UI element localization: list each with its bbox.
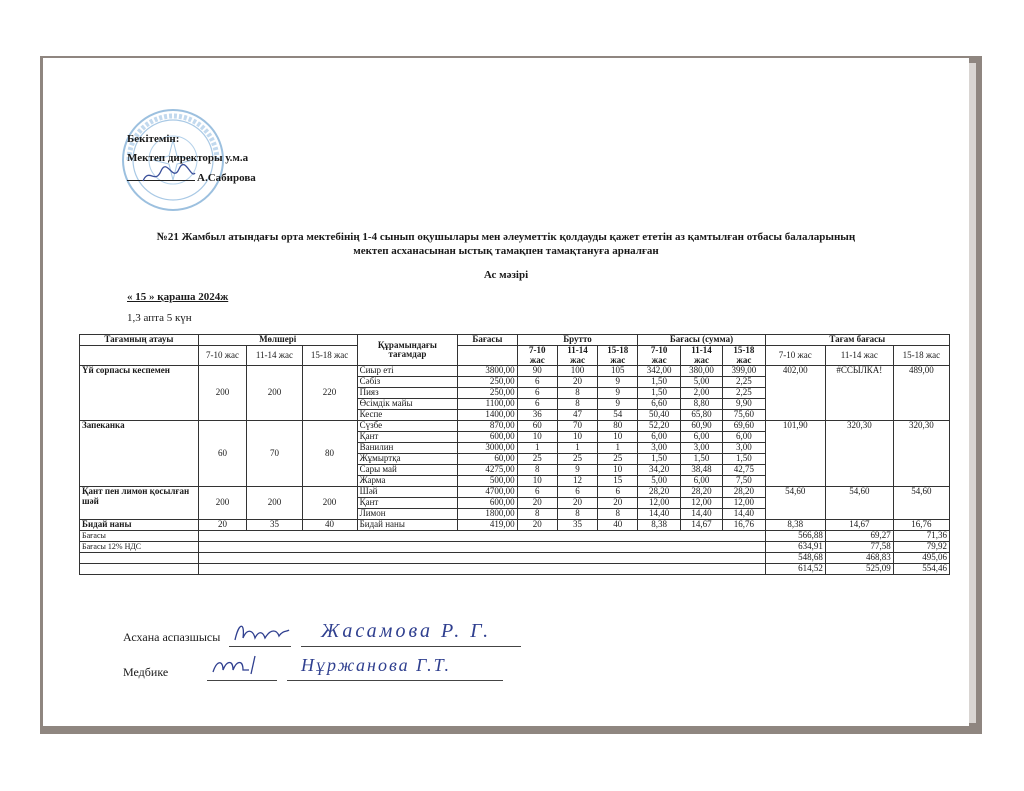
ingredient-price: 419,00 [458, 520, 517, 531]
dish-quantity: 80 [302, 421, 357, 487]
dish-name: Запеканка [80, 421, 199, 487]
brutto-value: 80 [598, 421, 638, 432]
totals-spacer [198, 553, 765, 564]
table-row [80, 366, 950, 377]
menu-heading: Ас мәзірі [483, 269, 529, 281]
header-qty-age-a: 7-10 жас [198, 346, 247, 366]
brutto-value: 10 [598, 432, 638, 443]
age-range: 11-14 [691, 345, 712, 355]
ingredient-name: Жұмыртқа [357, 454, 458, 465]
ingredient-price: 3800,00 [458, 366, 517, 377]
sum-value: 6,60 [638, 399, 680, 410]
nurse-label: Медбике [123, 665, 169, 679]
ingredient-name: Қант [357, 498, 458, 509]
brutto-value: 8 [517, 509, 557, 520]
nurse-handwritten-name: Нұржанова Г.Т. [301, 655, 451, 675]
sum-value: 342,00 [638, 366, 680, 377]
sum-value: 28,20 [680, 487, 722, 498]
brutto-value: 100 [557, 366, 597, 377]
ingredient-price: 500,00 [458, 476, 517, 487]
ingredient-price: 600,00 [458, 498, 517, 509]
totals-value: 69,27 [825, 531, 893, 542]
cook-label: Асхана аспазшысы [123, 630, 221, 644]
brutto-value: 6 [517, 399, 557, 410]
dish-price-value: 402,00 [765, 366, 825, 421]
sum-value: 380,00 [680, 366, 722, 377]
table-row [80, 487, 950, 498]
ingredient-name: Шәй [357, 487, 458, 498]
director-signature-scribble [139, 163, 199, 187]
totals-value: 79,92 [893, 542, 949, 553]
ingredient-name: Өсімдік майы [357, 399, 458, 410]
brutto-value: 20 [517, 498, 557, 509]
totals-value: 495,06 [893, 553, 949, 564]
sum-value: 3,00 [638, 443, 680, 454]
nurse-signature-scribble [209, 652, 275, 680]
header-ingredients: Құрамындағы тағамдар [357, 335, 458, 366]
sum-value: 7,50 [723, 476, 765, 487]
totals-spacer [198, 542, 765, 553]
brutto-value: 20 [557, 498, 597, 509]
ingredient-name: Сүзбе [357, 421, 458, 432]
brutto-value: 6 [557, 487, 597, 498]
sum-value: 3,00 [680, 443, 722, 454]
sum-value: 6,00 [723, 432, 765, 443]
ingredient-price: 1100,00 [458, 399, 517, 410]
ingredient-price: 600,00 [458, 432, 517, 443]
sum-value: 60,90 [680, 421, 722, 432]
brutto-value: 8 [557, 399, 597, 410]
brutto-value: 8 [557, 388, 597, 399]
totals-label [80, 553, 199, 564]
week-label: 1,3 апта 5 күн [127, 312, 192, 324]
brutto-value: 54 [598, 410, 638, 421]
brutto-value: 40 [598, 520, 638, 531]
ingredient-name: Лимон [357, 509, 458, 520]
header-sum-age-c [723, 346, 765, 366]
header-dish-price: Тағам бағасы [765, 335, 949, 346]
age-suffix: жас [736, 354, 752, 365]
sum-value: 1,50 [638, 377, 680, 388]
header-qty-age-c: 15-18 жас [302, 346, 357, 366]
header-qty-age-b: 11-14 жас [247, 346, 302, 366]
brutto-value: 35 [557, 520, 597, 531]
sum-value: 1,50 [638, 454, 680, 465]
header-price: Бағасы [458, 335, 517, 346]
nurse-signature-line [207, 680, 277, 681]
totals-value: 71,36 [893, 531, 949, 542]
sum-value: 14,67 [680, 520, 722, 531]
dish-quantity: 40 [302, 520, 357, 531]
title-line-1: №21 Жамбыл атындағы орта мектебінің 1-4 сынып оқушылары мен әлеуметтік қолдауды қажет ететін аз қамтылған отбасы балаларының [156, 231, 856, 243]
age-range: 15-18 [607, 345, 629, 355]
ingredient-price: 3000,00 [458, 443, 517, 454]
brutto-value: 6 [517, 388, 557, 399]
totals-value: 525,09 [825, 564, 893, 575]
header-price-sum: Бағасы (сумма) [638, 335, 765, 346]
dish-price-value: 14,67 [825, 520, 893, 531]
sum-value: 12,00 [723, 498, 765, 509]
totals-row [80, 564, 950, 575]
sum-value: 14,40 [638, 509, 680, 520]
sum-value: 9,90 [723, 399, 765, 410]
totals-value: 614,52 [765, 564, 825, 575]
header-dishprice-age-a: 7-10 жас [765, 346, 825, 366]
brutto-value: 36 [517, 410, 557, 421]
brutto-value: 6 [517, 377, 557, 388]
menu-table [79, 334, 950, 575]
header-brutto-age-b [557, 346, 597, 366]
brutto-value: 25 [598, 454, 638, 465]
title-line-2: мектеп асханасынан ыстық тамақпен тамақтануға арналған [353, 245, 659, 257]
ingredient-name: Сары май [357, 465, 458, 476]
sum-value: 1,50 [723, 454, 765, 465]
ingredient-name: Сиыр еті [357, 366, 458, 377]
sum-value: 28,20 [638, 487, 680, 498]
ingredient-price: 60,00 [458, 454, 517, 465]
ingredient-name: Қант [357, 432, 458, 443]
cook-name-line [301, 646, 521, 647]
cook-signature-scribble [231, 618, 293, 648]
sum-value: 50,40 [638, 410, 680, 421]
brutto-value: 9 [557, 465, 597, 476]
totals-row [80, 542, 950, 553]
sum-value: 1,50 [638, 388, 680, 399]
sum-value: 12,00 [638, 498, 680, 509]
brutto-value: 6 [598, 487, 638, 498]
dish-price-value: 320,30 [825, 421, 893, 487]
brutto-value: 60 [517, 421, 557, 432]
brutto-value: 8 [557, 509, 597, 520]
sum-value: 65,80 [680, 410, 722, 421]
totals-value: 634,91 [765, 542, 825, 553]
sum-value: 6,00 [638, 432, 680, 443]
sum-value: 28,20 [723, 487, 765, 498]
totals-value: 566,88 [765, 531, 825, 542]
age-suffix: жас [693, 354, 709, 365]
director-position: Мектеп директоры у.м.а [127, 152, 249, 164]
header-brutto-age-c [598, 346, 638, 366]
totals-label: Бағасы 12% НДС [80, 542, 199, 553]
ingredient-price: 4275,00 [458, 465, 517, 476]
ingredient-name: Сәбіз [357, 377, 458, 388]
sum-value: 5,00 [638, 476, 680, 487]
dish-quantity: 200 [198, 487, 247, 520]
ingredient-name: Жарма [357, 476, 458, 487]
brutto-value: 9 [598, 399, 638, 410]
brutto-value: 10 [598, 465, 638, 476]
sum-value: 12,00 [680, 498, 722, 509]
sum-value: 2,25 [723, 377, 765, 388]
ingredient-price: 250,00 [458, 388, 517, 399]
brutto-value: 25 [517, 454, 557, 465]
dish-quantity: 200 [247, 487, 302, 520]
header-dishprice-age-b: 11-14 жас [825, 346, 893, 366]
sum-value: 69,60 [723, 421, 765, 432]
sum-value: 16,76 [723, 520, 765, 531]
totals-value: 548,68 [765, 553, 825, 564]
dish-price-value: 320,30 [893, 421, 949, 487]
brutto-value: 9 [598, 388, 638, 399]
header-dish: Тағамның атауы [80, 335, 199, 346]
document-sheet [43, 58, 969, 726]
brutto-value: 10 [517, 476, 557, 487]
dish-name: Қант пен лимон қосылған шәй [80, 487, 199, 520]
ingredient-price: 1400,00 [458, 410, 517, 421]
totals-value: 468,83 [825, 553, 893, 564]
brutto-value: 9 [598, 377, 638, 388]
sum-value: 399,00 [723, 366, 765, 377]
sum-value: 8,38 [638, 520, 680, 531]
dish-price-value: #ССЫЛКА! [825, 366, 893, 421]
dish-name: Үй сорпасы кеспемен [80, 366, 199, 421]
cook-handwritten-name: Жасамова Р. Г. [321, 620, 492, 642]
totals-spacer [198, 531, 765, 542]
dish-quantity: 200 [247, 366, 302, 421]
header-dishprice-age-c: 15-18 жас [893, 346, 949, 366]
sum-value: 6,00 [680, 432, 722, 443]
totals-value: 554,46 [893, 564, 949, 575]
sum-value: 2,00 [680, 388, 722, 399]
table-row [80, 520, 950, 531]
ingredient-name: Бидай наны [357, 520, 458, 531]
sum-value: 8,80 [680, 399, 722, 410]
director-name: А.Сабирова [197, 172, 256, 184]
brutto-value: 10 [557, 432, 597, 443]
header-brutto: Брутто [517, 335, 638, 346]
dish-quantity: 200 [198, 366, 247, 421]
ingredient-price: 250,00 [458, 377, 517, 388]
age-suffix: жас [529, 354, 545, 365]
dish-price-value: 489,00 [893, 366, 949, 421]
dish-quantity: 200 [302, 487, 357, 520]
brutto-value: 20 [598, 498, 638, 509]
header-dish-blank [80, 346, 199, 366]
brutto-value: 1 [557, 443, 597, 454]
sum-value: 1,50 [680, 454, 722, 465]
header-brutto-age-a [517, 346, 557, 366]
dish-price-value: 54,60 [825, 487, 893, 520]
document-title [43, 230, 969, 258]
table-row [80, 421, 950, 432]
header-quantity: Мөлшері [198, 335, 357, 346]
sum-value: 42,75 [723, 465, 765, 476]
dish-price-value: 54,60 [765, 487, 825, 520]
dish-price-value: 54,60 [893, 487, 949, 520]
dish-quantity: 35 [247, 520, 302, 531]
age-suffix: жас [569, 354, 585, 365]
dish-price-value: 16,76 [893, 520, 949, 531]
sum-value: 75,60 [723, 410, 765, 421]
dish-quantity: 60 [198, 421, 247, 487]
age-range: 11-14 [567, 345, 588, 355]
header-price-blank [458, 346, 517, 366]
totals-value: 77,58 [825, 542, 893, 553]
brutto-value: 15 [598, 476, 638, 487]
header-sum-age-a [638, 346, 680, 366]
sum-value: 3,00 [723, 443, 765, 454]
brutto-value: 8 [517, 465, 557, 476]
sum-value: 14,40 [680, 509, 722, 520]
sum-value: 38,48 [680, 465, 722, 476]
menu-table-body [80, 366, 950, 575]
ingredient-name: Пияз [357, 388, 458, 399]
brutto-value: 10 [517, 432, 557, 443]
brutto-value: 12 [557, 476, 597, 487]
totals-label: Бағасы [80, 531, 199, 542]
approval-label: Бекітемін: [127, 133, 180, 145]
brutto-value: 1 [598, 443, 638, 454]
totals-spacer [198, 564, 765, 575]
ingredient-price: 4700,00 [458, 487, 517, 498]
sum-value: 52,20 [638, 421, 680, 432]
age-range: 15-18 [733, 345, 755, 355]
dish-quantity: 70 [247, 421, 302, 487]
ingredient-price: 870,00 [458, 421, 517, 432]
totals-label [80, 564, 199, 575]
brutto-value: 47 [557, 410, 597, 421]
ingredient-name: Ванилин [357, 443, 458, 454]
age-range: 7-10 [528, 345, 546, 355]
nurse-name-line [287, 680, 503, 681]
totals-row [80, 531, 950, 542]
ingredient-price: 1800,00 [458, 509, 517, 520]
ingredient-name: Кеспе [357, 410, 458, 421]
brutto-value: 20 [517, 520, 557, 531]
brutto-value: 6 [517, 487, 557, 498]
dish-name: Бидай наны [80, 520, 199, 531]
sum-value: 2,25 [723, 388, 765, 399]
totals-row [80, 553, 950, 564]
header-sum-age-b [680, 346, 722, 366]
age-suffix: жас [610, 354, 626, 365]
sum-value: 6,00 [680, 476, 722, 487]
dish-quantity: 20 [198, 520, 247, 531]
brutto-value: 20 [557, 377, 597, 388]
dish-quantity: 220 [302, 366, 357, 421]
dish-price-value: 101,90 [765, 421, 825, 487]
brutto-value: 8 [598, 509, 638, 520]
brutto-value: 90 [517, 366, 557, 377]
sum-value: 14,40 [723, 509, 765, 520]
sum-value: 5,00 [680, 377, 722, 388]
dish-price-value: 8,38 [765, 520, 825, 531]
age-suffix: жас [651, 354, 667, 365]
brutto-value: 1 [517, 443, 557, 454]
brutto-value: 70 [557, 421, 597, 432]
brutto-value: 105 [598, 366, 638, 377]
brutto-value: 25 [557, 454, 597, 465]
age-range: 7-10 [650, 345, 668, 355]
sum-value: 34,20 [638, 465, 680, 476]
menu-date: « 15 » қараша 2024ж [127, 291, 229, 303]
